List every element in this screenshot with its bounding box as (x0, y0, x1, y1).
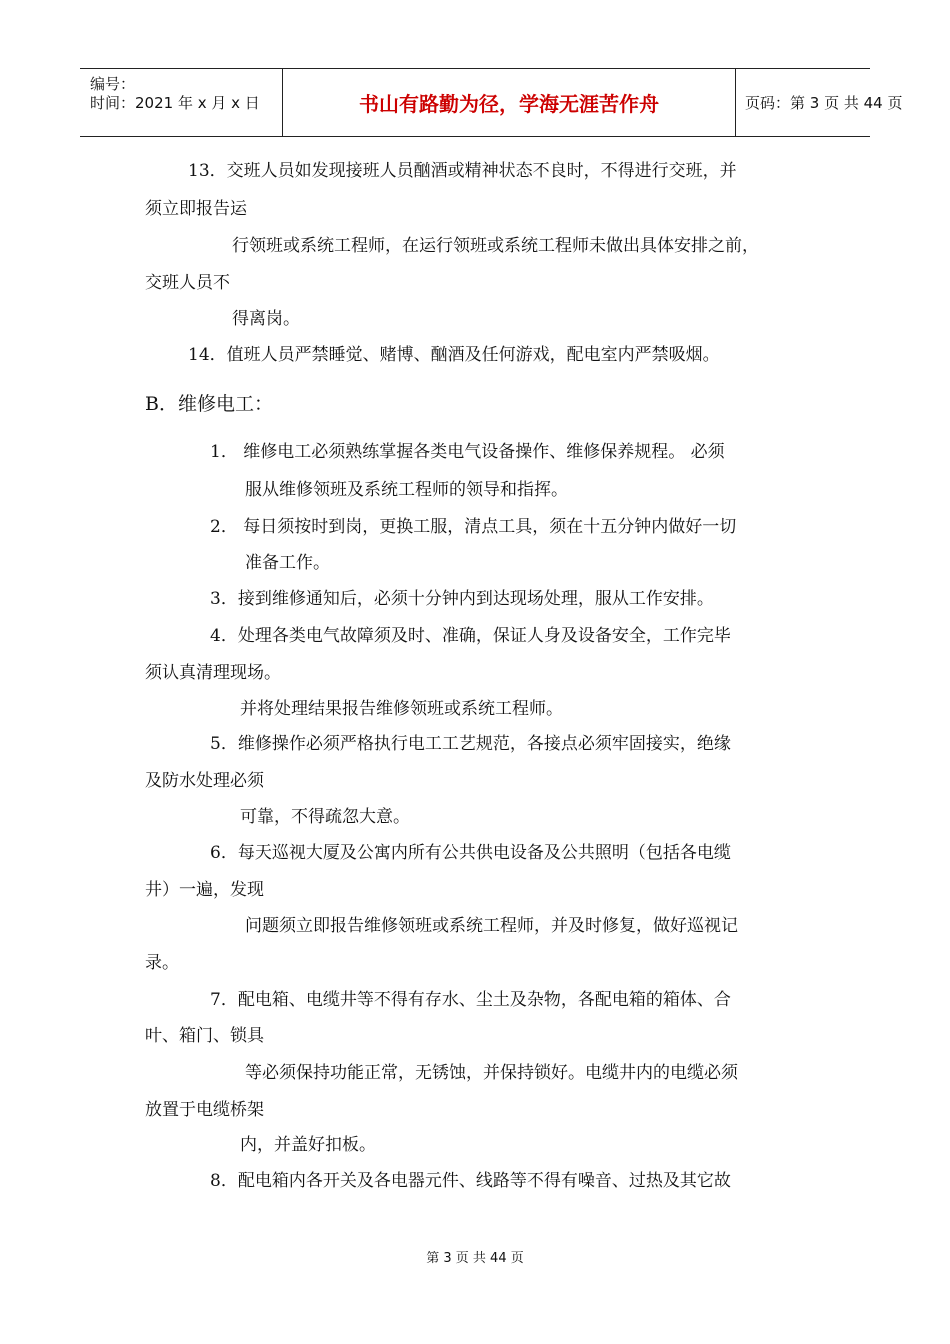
section-heading: B．维修电工： (145, 393, 273, 415)
paragraph-line: 等必须保持功能正常，无锈蚀，并保持锁好。电缆井内的电缆必须 (245, 1063, 738, 1083)
paragraph-line: 4．处理各类电气故障须及时、准确，保证人身及设备安全，工作完毕 (210, 626, 731, 646)
paragraph-line: 行领班或系统工程师，在运行领班或系统工程师未做出具体安排之前， (232, 236, 759, 256)
document-number-label: 编号： (90, 75, 136, 93)
paragraph-line: 14．值班人员严禁睡觉、赌博、酗酒及任何游戏，配电室内严禁吸烟。 (188, 345, 720, 365)
paragraph-line: 准备工作。 (245, 553, 330, 573)
paragraph-line: 录。 (145, 953, 179, 973)
paragraph-line: 井）一遍，发现 (145, 880, 264, 900)
paragraph-line: 须立即报告运 (145, 199, 247, 219)
paragraph-line: 服从维修领班及系统工程师的领导和指挥。 (245, 480, 568, 500)
header-page-info: 页码：第 3 页 共 44 页 (745, 94, 903, 112)
paragraph-line: 并将处理结果报告维修领班或系统工程师。 (240, 699, 563, 719)
paragraph-line: 8．配电箱内各开关及各电器元件、线路等不得有噪音、过热及其它故 (210, 1171, 731, 1191)
paragraph-line: 5．维修操作必须严格执行电工工艺规范，各接点必须牢固接实，绝缘 (210, 734, 731, 754)
paragraph-line: 叶、箱门、锁具 (145, 1026, 264, 1046)
paragraph-line: 13．交班人员如发现接班人员酗酒或精神状态不良时，不得进行交班，并 (188, 161, 737, 181)
paragraph-line: 及防水处理必须 (145, 771, 264, 791)
header-meta (80, 69, 282, 136)
document-date: 时间：2021 年 x 月 x 日 (90, 94, 260, 112)
paragraph-line: 得离岗。 (232, 309, 300, 329)
paragraph-line: 交班人员不 (145, 273, 230, 293)
paragraph-line: 3．接到维修通知后，必须十分钟内到达现场处理，服从工作安排。 (210, 589, 714, 609)
paragraph-line: 放置于电缆桥架 (145, 1100, 264, 1120)
page-header (80, 68, 903, 137)
paragraph-line: 问题须立即报告维修领班或系统工程师，并及时修复，做好巡视记 (245, 916, 738, 936)
header-motto: 书山有路勤为径，学海无涯苦作舟 (282, 69, 736, 136)
paragraph-line: 6．每天巡视大厦及公寓内所有公共供电设备及公共照明（包括各电缆 (210, 843, 731, 863)
page-footer: 第 3 页 共 44 页 (426, 1251, 524, 1266)
paragraph-line: 可靠，不得疏忽大意。 (240, 807, 410, 827)
paragraph-line: 1． 维修电工必须熟练掌握各类电气设备操作、维修保养规程。 必须 (210, 442, 725, 462)
paragraph-line: 2． 每日须按时到岗，更换工服，清点工具，须在十五分钟内做好一切 (210, 517, 737, 537)
paragraph-line: 7．配电箱、电缆井等不得有存水、尘土及杂物，各配电箱的箱体、合 (210, 990, 731, 1010)
paragraph-line: 内，并盖好扣板。 (240, 1135, 376, 1155)
paragraph-line: 须认真清理现场。 (145, 663, 281, 683)
